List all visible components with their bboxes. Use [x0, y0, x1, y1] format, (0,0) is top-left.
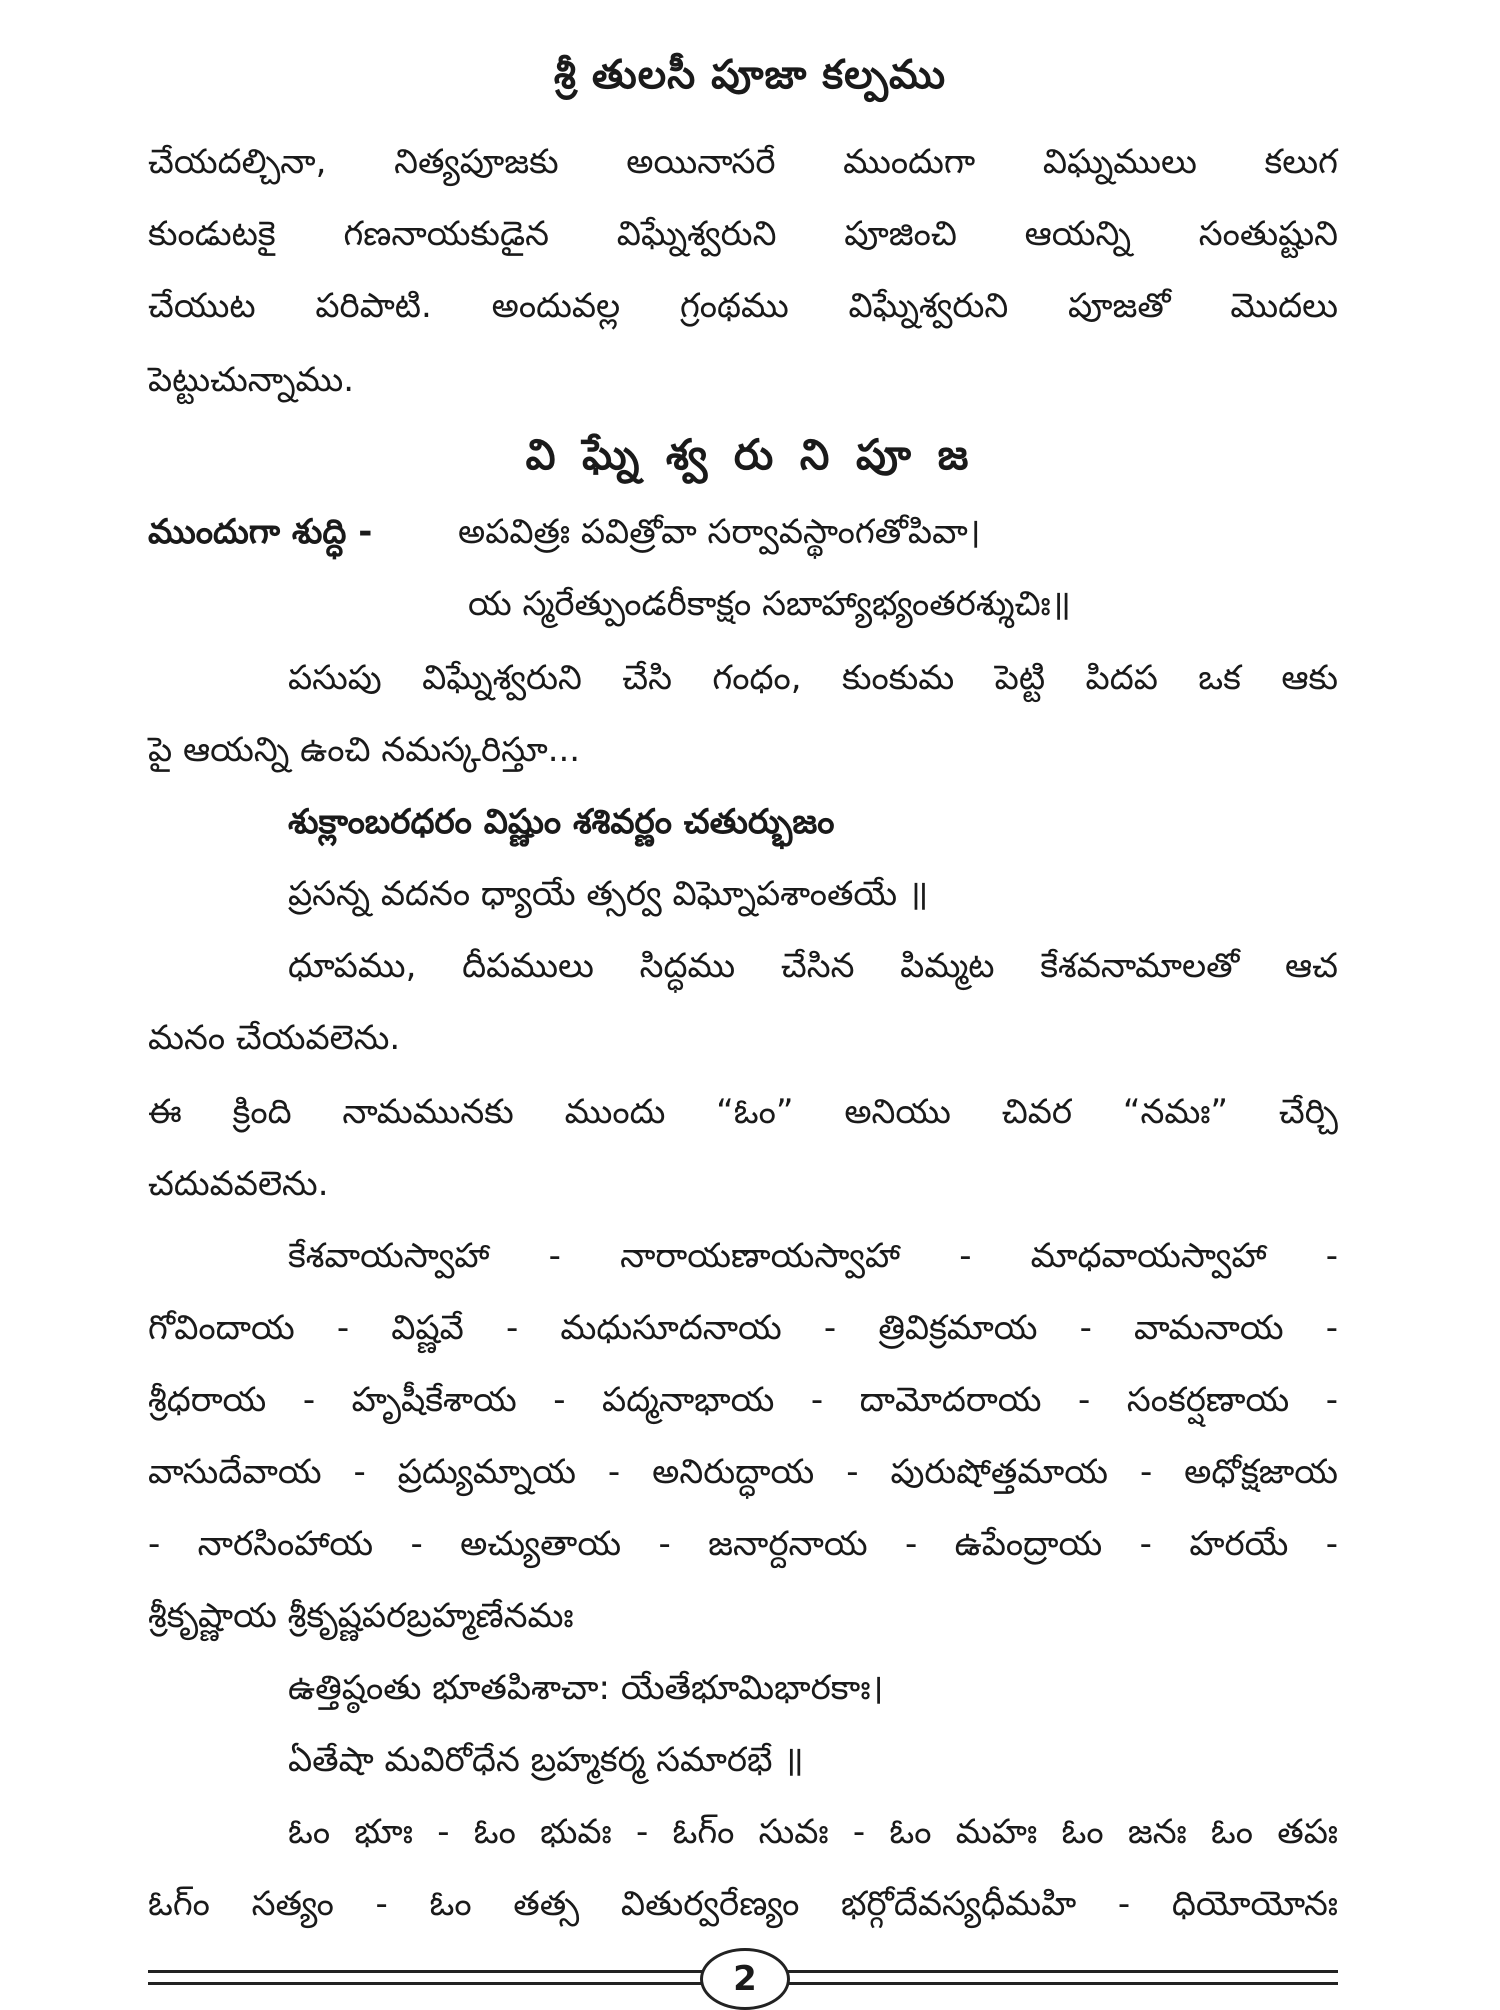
om-line-2: ఓగ్ం సత్యం - ఓం తత్స వితుర్వరేణ్యం భర్గోదేవస్యధీమహి - ధియోయోనః — [148, 1884, 1338, 1924]
intro-line-4: పెట్టుచున్నాము. — [148, 360, 355, 400]
uttishthantu-line-1: ఉత్తిష్ఠంతు భూతపిశాచా: యేతేభూమిభారకాః। — [288, 1668, 884, 1708]
pasupu-line-2: పై ఆయన్ని ఉంచి నమస్కరిస్తూ... — [148, 730, 581, 770]
shloka-line-2: ప్రసన్న వదనం ధ్యాయే త్సర్వ విఘ్నోపశాంతయే ॥ — [288, 874, 929, 914]
krindi-line-1: ఈ క్రింది నామమునకు ముందు “ఓం” అనియు చివర “నమః” చేర్చి — [148, 1092, 1338, 1132]
shloka-line-1: శుక్లాంబరధరం విష్ణుం శశివర్ణం చతుర్భుజం — [288, 802, 835, 842]
names-line-2: గోవిందాయ - విష్ణవే - మధుసూదనాయ - త్రివిక్రమాయ - వామనాయ - — [148, 1308, 1338, 1348]
names-line-3: శ్రీధరాయ - హృషీకేశాయ - పద్మనాభాయ - దామోదరాయ - సంకర్షణాయ - — [148, 1380, 1338, 1420]
dhupa-line-1: ధూపము, దీపములు సిద్ధము చేసిన పిమ్మట కేశవనామాలతో ఆచ — [288, 946, 1338, 986]
pasupu-line-1: పసుపు విఘ్నేశ్వరుని చేసి గంధం, కుంకుమ పెట్టి పిదప ఒక ఆకు — [288, 658, 1338, 698]
om-line-1: ఓం భూః - ఓం భువః - ఓగ్ం సువః - ఓం మహః ఓం జనః ఓం తపః — [288, 1812, 1338, 1852]
krindi-line-2: చదువవలెను. — [148, 1164, 329, 1204]
intro-line-2: కుండుటకై గణనాయకుడైన విఘ్నేశ్వరుని పూజించి ఆయన్ని సంతుష్టుని — [148, 214, 1338, 254]
dhupa-line-2: మనం చేయవలెను. — [148, 1018, 401, 1058]
shuddhi-label: ముందుగా శుద్ధి - — [148, 512, 373, 552]
intro-line-3: చేయుట పరిపాటి. అందువల్ల గ్రంథము విఘ్నేశ్వరుని పూజతో మొదలు — [148, 286, 1338, 326]
page-number: 2 — [700, 1948, 790, 2010]
names-line-4: వాసుదేవాయ - ప్రద్యుమ్నాయ - అనిరుద్ధాయ - పురుషోత్తమాయ - అధోక్షజాయ — [148, 1452, 1338, 1492]
shuddhi-line-2: య స్మరేత్పుండరీకాక్షం సబాహ్యాభ్యంతరశ్శుచిః॥ — [468, 584, 1072, 624]
page-title: శ్రీ తులసీ పూజా కల్పము — [553, 52, 947, 98]
uttishthantu-line-2: ఏతేషా మవిరోధేన బ్రహ్మకర్మ సమారభే ॥ — [288, 1740, 804, 1780]
names-line-1: కేశవాయస్వాహా - నారాయణాయస్వాహా - మాధవాయస్వాహా - — [288, 1236, 1338, 1276]
intro-line-1: చేయదల్చినా, నిత్యపూజకు అయినాసరే ముందుగా విఘ్నములు కలుగ — [148, 142, 1338, 182]
section-title: వి ఘ్నే శ్వ రు ని పూ జ — [525, 430, 975, 479]
names-line-5: - నారసింహాయ - అచ్యుతాయ - జనార్దనాయ - ఉపేంద్రాయ - హరయే - — [148, 1524, 1338, 1564]
names-line-6: శ్రీకృష్ణాయ శ్రీకృష్ణపరబ్రహ్మణేనమః — [148, 1596, 574, 1636]
shuddhi-line-1: అపవిత్రః పవిత్రోవా సర్వావస్థాంగతోపివా। — [458, 512, 981, 552]
